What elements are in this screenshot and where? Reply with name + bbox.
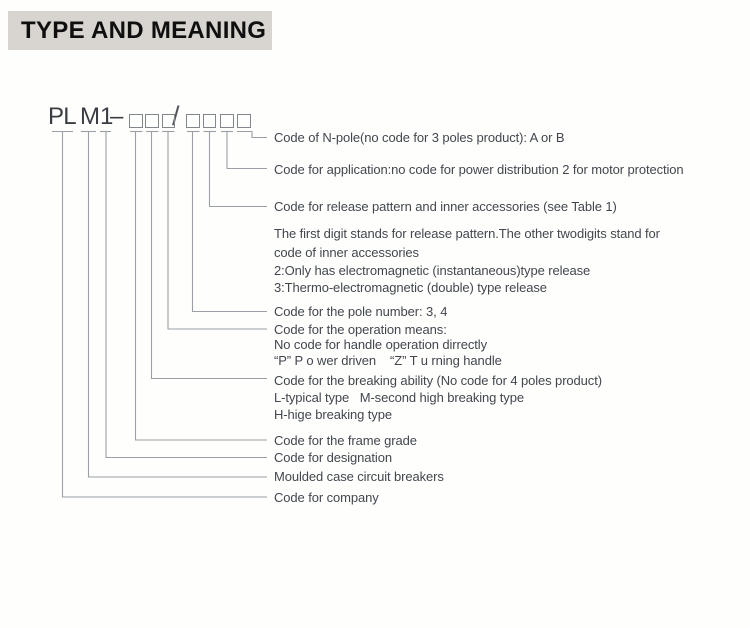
- label-n-pole: Code of N-pole(no code for 3 poles product): A or B: [274, 130, 565, 145]
- code-separator-slash: /: [172, 101, 180, 131]
- label-designation: Code for designation: [274, 450, 392, 465]
- label-moulded-case-circuit-breakers: Moulded case circuit breakers: [274, 469, 444, 484]
- label-operation-note-2: “P” P o wer driven “Z” T u rning handle: [274, 353, 502, 368]
- label-breaking-ability: Code for the breaking ability (No code for 4 poles product): [274, 373, 602, 388]
- label-release-note-2: code of inner accessories: [274, 245, 419, 260]
- label-pole-number: Code for the pole number: 3, 4: [274, 304, 448, 319]
- code-designation-number: 1: [100, 103, 113, 130]
- label-frame-grade: Code for the frame grade: [274, 433, 417, 448]
- label-release-pattern: Code for release pattern and inner accessories (see Table 1): [274, 199, 617, 214]
- label-release-note-1: The first digit stands for release pattern.The other twodigits stand for: [274, 226, 660, 241]
- code-dash: –: [110, 103, 123, 130]
- label-operation-note-1: No code for handle operation dirrectly: [274, 337, 487, 352]
- code-product-letter: M: [80, 103, 100, 130]
- label-application: Code for application:no code for power distribution 2 for motor protection: [274, 162, 684, 177]
- code-company: PL: [48, 103, 76, 130]
- label-breaking-note-1: L-typical type M-second high breaking type: [274, 390, 524, 405]
- label-breaking-note-2: H-hige breaking type: [274, 407, 392, 422]
- section-title: TYPE AND MEANING: [21, 16, 267, 44]
- label-company: Code for company: [274, 490, 379, 505]
- label-release-note-4: 3:Thermo-electromagnetic (double) type release: [274, 280, 547, 295]
- label-release-note-3: 2:Only has electromagnetic (instantaneous)type release: [274, 263, 591, 278]
- label-operation-means: Code for the operation means:: [274, 322, 447, 337]
